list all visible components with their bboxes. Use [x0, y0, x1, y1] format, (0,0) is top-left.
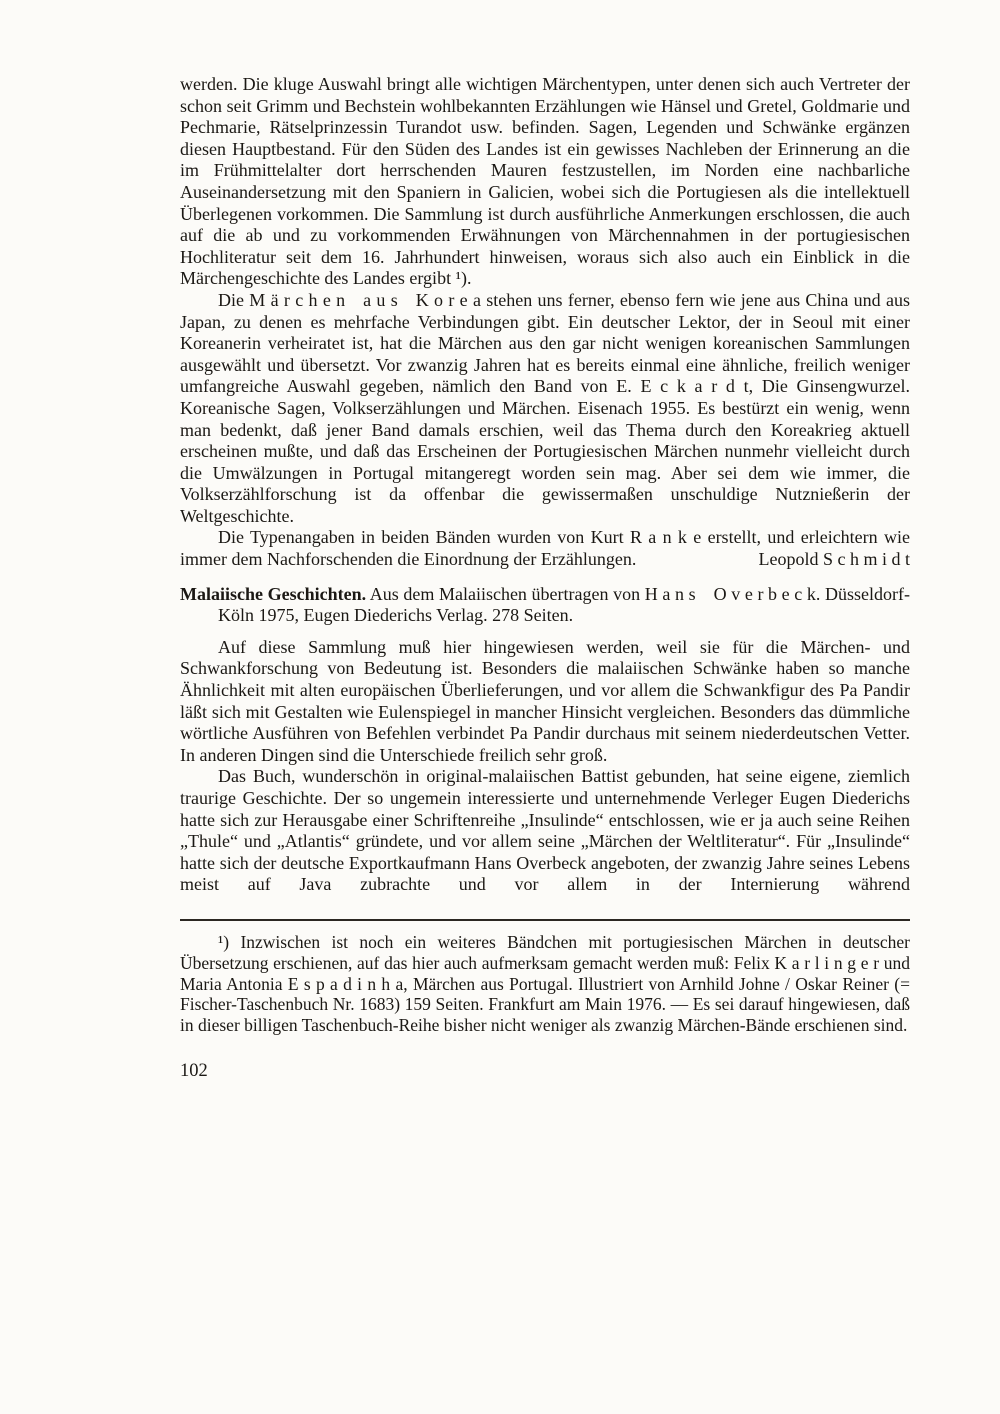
text-block: [180, 74, 910, 1083]
paragraph-buch: Das Buch, wunderschön in original-malaiischen Battist gebunden, hat seine eigene, ziemlich traurige Geschichte. Der so ungemein interessierte und unternehmende Verleger Eugen Diederichs hatte sich zur Herausgabe einer Schriftenreihe „Insulinde“ entschlossen, wie er ja auch seine Reihen „Thule“ und „Atlantis“ gründete, und vor allem seine „Märchen der Weltliteratur“. Für „Insulinde“ hatte sich der deutsche Exportkaufmann Hans Overbeck angeboten, der zwanzig Jahre seines Lebens meist auf Java zubrachte und vor allem in der Internierung während: [180, 766, 910, 895]
paragraph-continuation: werden. Die kluge Auswahl bringt alle wichtigen Märchentypen, unter denen sich auch Vertreter der schon seit Grimm und Bechstein wohlbekannten Erzählungen wie Hänsel und Gretel, Goldmarie und Pechmarie, Rätselprinzessin Turandot usw. befinden. Sagen, Legenden und Schwänke ergänzen diesen Hauptbestand. Für den Süden des Landes ist ein gewisses Nachleben der Erinnerung an die im Frühmittelalter dort herrschenden Mauren festzustellen, im Norden eine nachbarliche Auseinandersetzung mit den Spaniern in Galicien, wobei sich die Portugiesen als die intellektuell Überlegenen vorkommen. Die Sammlung ist durch ausführliche Anmerkungen erschlossen, die auch auf die ab und zu vorkommenden Erwähnungen von Märchennahmen in der portugiesischen Hochliteratur seit dem 16. Jahrhundert hinweisen, woraus sich also auch ein Einblick in die Märchengeschichte des Landes ergibt ¹).: [180, 74, 910, 289]
review-heading: [180, 584, 910, 627]
paragraph-typenangaben: [180, 527, 910, 570]
paragraph-sammlung: Auf diese Sammlung muß hier hingewiesen werden, weil sie für die Märchen- und Schwankforschung von Bedeutung ist. Besonders die malaiischen Schwänke haben so manche Ähnlichkeit mit alten europäischen Überlieferungen, und vor allem die Schwankfigur des Pa Pandir läßt sich mit Gestalten wie Eulenspiegel in mancher Hinsicht vergleichen. Besonders das dümmliche wörtliche Ausführen von Befehlen verbindet Pa Pandir durchaus mit seinem niederdeutschen Vetter. In anderen Dingen sind die Unterschiede freilich sehr groß.: [180, 636, 910, 765]
paragraph-korea: Die M ä r c h e n a u s K o r e a stehen uns ferner, ebenso fern wie jene aus China und aus Japan, zu denen es mehrfache Verbindungen gibt. Ein deutscher Lektor, der in Seoul mit einer Koreanerin verheiratet ist, hat die Märchen aus den gar nicht wenigen koreanischen Sammlungen ausgewählt und übersetzt. Vor zwanzig Jahren hat es bereits einmal eine ähnliche, freilich weniger umfangreiche Auswahl gegeben, nämlich den Band von E. E c k a r d t, Die Ginsengwurzel. Koreanische Sagen, Volkserzählungen und Märchen. Eisenach 1955. Es bestürzt ein wenig, wenn man bedenkt, daß jener Band damals erschien, weil das Thema durch den Koreakrieg aktuell erscheinen mußte, und daß das Erscheinen der Portugiesischen Märchen nunmehr vielleicht durch die Umwälzungen in Portugal mitangeregt worden sein mag. Aber sei dem wie immer, die Volkserzählforschung ist da offenbar die gewissermaßen unschuldige Nutznießerin der Weltgeschichte.: [180, 289, 910, 526]
paragraph-text: Die Typenangaben in beiden Bänden wurden von Kurt R a n k e erstellt, und erleichtern wie immer dem Nachforschenden die Einordnung der Erzählungen.: [180, 527, 910, 570]
footnote: ¹) Inzwischen ist noch ein weiteres Bändchen mit portugiesischen Märchen in deutscher Übersetzung erschienen, auf das hier auch aufmerksam gemacht werden muß: Felix K a r l i n g e r und Maria Antonia E s p a d i n h a, Märchen aus Portugal. Illustriert von Arnhild Johne / Oskar Reiner (= Fischer-Taschenbuch Nr. 1683) 159 Seiten. Frankfurt am Main 1976. — Es sei darauf hingewiesen, daß in dieser billigen Taschenbuch-Reihe bisher nicht weniger als zwanzig Märchen-Bände erschienen sind.: [180, 931, 910, 1036]
page-number: 102: [180, 1060, 208, 1081]
footnote-separator: [180, 919, 910, 921]
reviewer-signature: Leopold S c h m i d t: [758, 549, 910, 570]
review-title: Malaiische Geschichten.: [180, 583, 367, 604]
review-heading-rest: Aus dem Malaiischen übertragen von H a n s O v e r b e c k. Düsseldorf-Köln 1975, Eugen Diederichs Verlag. 278 Seiten.: [218, 583, 910, 626]
